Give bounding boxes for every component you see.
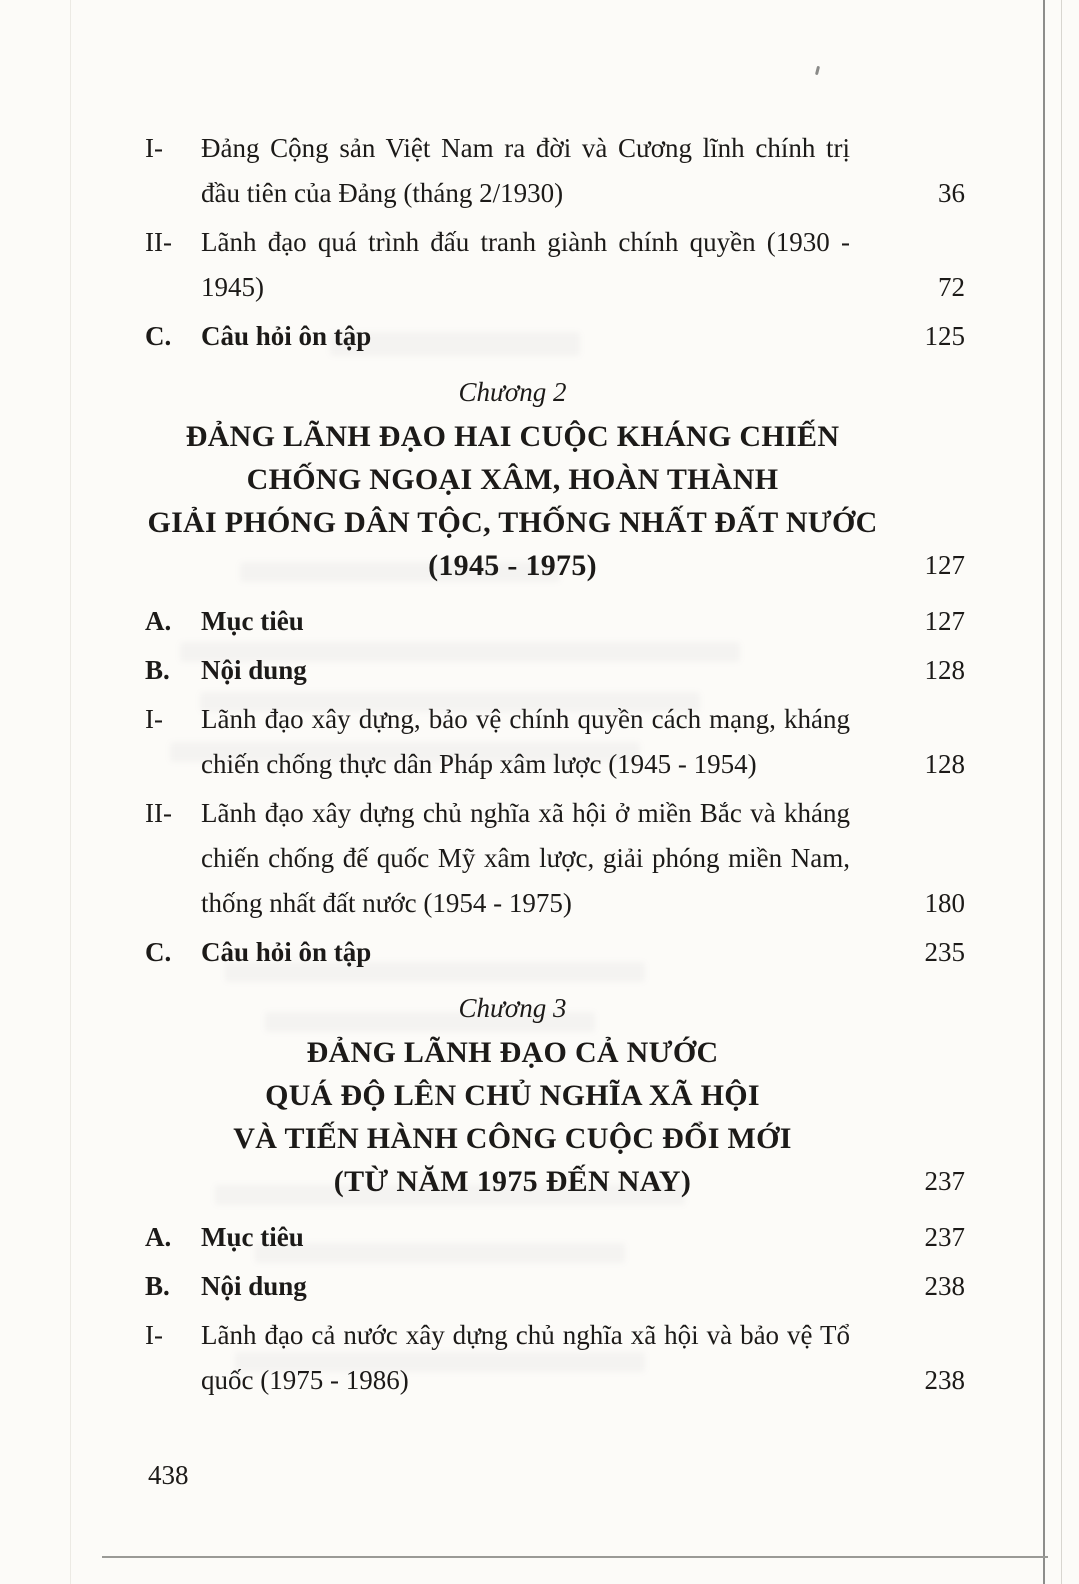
entry-page-number: 125	[924, 321, 965, 351]
entry-text: Mục tiêu	[201, 1222, 304, 1252]
page-edge-line-left	[70, 0, 71, 1584]
toc-entry	[145, 1264, 965, 1309]
entry-page-number: 127	[924, 606, 965, 636]
entry-text: Lãnh đạo cả nước xây dựng chủ nghĩa xã hội và bảo vệ Tổ quốc (1975 - 1986)	[201, 1320, 850, 1395]
chapter-page-number: 127	[924, 550, 965, 580]
entry-label: C.	[145, 321, 172, 351]
entry-label: II-	[145, 798, 172, 828]
chapter-title-line: CHỐNG NGOẠI XÂM, HOÀN THÀNH	[246, 463, 779, 496]
entry-label: B.	[145, 1271, 170, 1301]
toc-entry	[145, 220, 965, 310]
chapter-3-heading	[145, 985, 965, 1203]
entry-page-number: 238	[924, 1271, 965, 1301]
toc-entry	[145, 599, 965, 644]
chapter-kicker: Chương 2	[458, 377, 567, 407]
entry-label: I-	[145, 133, 163, 163]
chapter-title-line: GIẢI PHÓNG DÂN TỘC, THỐNG NHẤT ĐẤT NƯỚC	[147, 506, 878, 539]
entry-text: Đảng Cộng sản Việt Nam ra đời và Cương lĩnh chính trị đầu tiên của Đảng (tháng 2/1930)	[201, 133, 850, 208]
entry-label: I-	[145, 1320, 163, 1350]
toc-entry	[145, 697, 965, 787]
entry-page-number: 180	[924, 888, 965, 918]
chapter-3-heading-text	[145, 985, 880, 1203]
page-folio: 438	[148, 1460, 189, 1490]
entry-text: Câu hỏi ôn tập	[201, 937, 372, 967]
toc-entry	[145, 126, 965, 216]
toc-entry	[145, 1215, 965, 1260]
chapter-title-line: (TỪ NĂM 1975 ĐẾN NAY)	[333, 1165, 692, 1198]
page-edge-line-right-faint	[1061, 0, 1062, 1584]
entry-label: C.	[145, 937, 172, 967]
entry-text: Lãnh đạo xây dựng chủ nghĩa xã hội ở miền Bắc và kháng chiến chống đế quốc Mỹ xâm lược, giải phóng miền Nam, thống nhất đất nước (1954 - 1975)	[201, 798, 850, 918]
entry-text: Câu hỏi ôn tập	[201, 321, 372, 351]
entry-text: Lãnh đạo xây dựng, bảo vệ chính quyền cách mạng, kháng chiến chống thực dân Pháp xâm lược (1945 - 1954)	[201, 704, 850, 779]
page-edge-line-right	[1043, 0, 1045, 1584]
entry-page-number: 238	[924, 1365, 965, 1395]
entry-text: Nội dung	[201, 655, 307, 685]
toc-entry	[145, 930, 965, 975]
entry-label: B.	[145, 655, 170, 685]
toc-entry	[145, 1313, 965, 1403]
chapter-kicker: Chương 3	[458, 993, 567, 1023]
chapter-title-line: QUÁ ĐỘ LÊN CHỦ NGHĨA XÃ HỘI	[265, 1079, 760, 1112]
entry-page-number: 237	[924, 1222, 965, 1252]
entry-label: A.	[145, 1222, 172, 1252]
chapter-page-number: 237	[924, 1166, 965, 1196]
chapter-2-heading-text	[145, 369, 880, 587]
toc-content	[145, 126, 965, 1407]
entry-label: A.	[145, 606, 172, 636]
entry-text: Lãnh đạo quá trình đấu tranh giành chính quyền (1930 - 1945)	[201, 227, 850, 302]
toc-entry	[145, 314, 965, 359]
page-edge-line-bottom	[102, 1556, 1048, 1558]
entry-text: Nội dung	[201, 1271, 307, 1301]
entry-page-number: 128	[924, 749, 965, 779]
chapter-2-heading	[145, 369, 965, 587]
entry-page-number: 36	[938, 178, 965, 208]
entry-label: II-	[145, 227, 172, 257]
entry-page-number: 128	[924, 655, 965, 685]
entry-text: Mục tiêu	[201, 606, 304, 636]
chapter-title-line: (1945 - 1975)	[428, 549, 597, 582]
chapter-title-line: ĐẢNG LÃNH ĐẠO HAI CUỘC KHÁNG CHIẾN	[185, 420, 840, 453]
entry-page-number: 235	[924, 937, 965, 967]
stray-mark	[815, 66, 820, 75]
chapter-title-line: ĐẢNG LÃNH ĐẠO CẢ NƯỚC	[306, 1036, 719, 1069]
chapter-title-line: VÀ TIẾN HÀNH CÔNG CUỘC ĐỔI MỚI	[233, 1122, 792, 1155]
entry-label: I-	[145, 704, 163, 734]
toc-entry	[145, 791, 965, 926]
entry-page-number: 72	[938, 272, 965, 302]
toc-entry	[145, 648, 965, 693]
